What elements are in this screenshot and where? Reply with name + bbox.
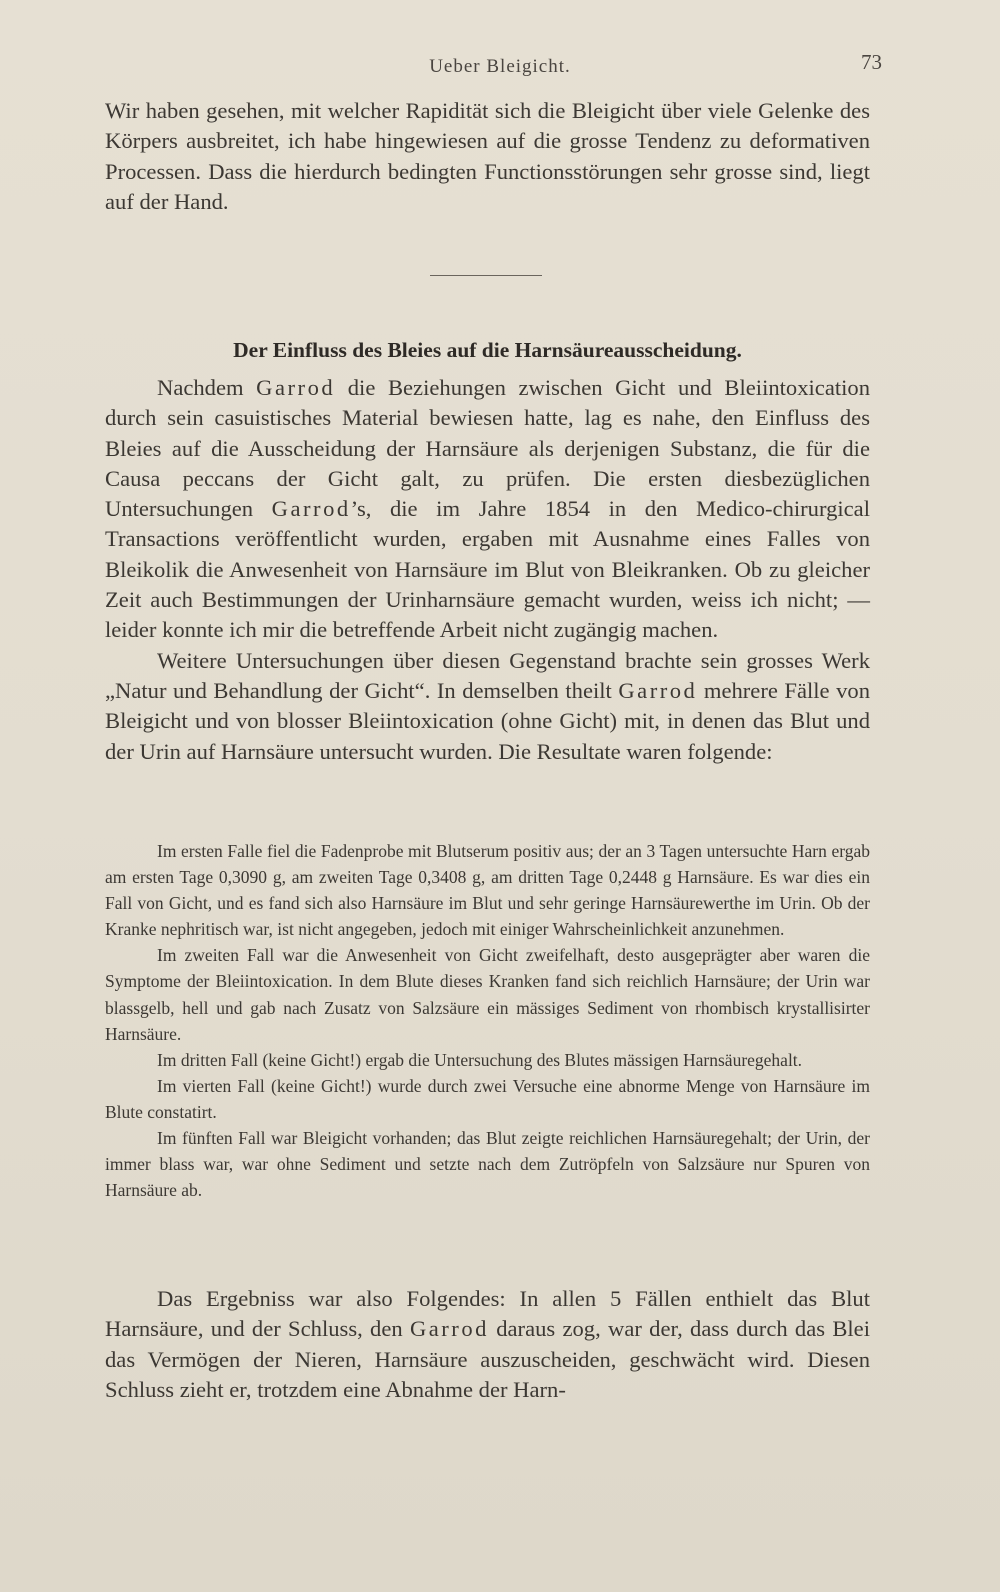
case-5: Im fünften Fall war Bleigicht vorhanden; das Blut zeigte reichlichen Harnsäuregehalt; der Urin, der immer blass war, war ohne Sediment und setzte nach dem Zutröpfeln von Salzsäure nur Spuren von Harnsäure ab. xyxy=(105,1128,870,1201)
intro-paragraph: Wir haben gesehen, mit welcher Rapidität sich die Bleigicht über viele Gelenke des Körpers ausbreitet, ich habe hingewiesen auf die grosse Tendenz zu deformativen Processen. Dass die hierdurch bedingten Functionsstörungen sehr grosse sind, liegt auf der Hand. xyxy=(105,98,870,214)
author-name: Garrod xyxy=(256,375,336,400)
author-name: Garrod xyxy=(618,677,698,703)
paragraph-text: ’s, die im Jahre 1854 in den Medico-chirurgical Transactions veröffentlicht wurden, ergaben mit Ausnahme eines Falles von Bleikolik die Anwesenheit von Harnsäure im Blut von Bleikranken. Ob zu gleicher Zeit auch Bestimmungen der Urinharnsäure gemacht wurden, weiss ich nicht; — leider konnte ich mir die betreffende Arbeit nicht zugängig machen. xyxy=(105,496,870,643)
page-number: 73 xyxy=(861,50,882,74)
paragraph-text: daraus zog, war der, dass durch das Blei das Vermögen der Nieren, Harnsäure auszuscheiden, geschwächt wird. Diesen Schluss zieht er, trotzdem eine Abnahme der Harn- xyxy=(105,1316,870,1402)
section-heading: Der Einfluss des Bleies auf die Harnsäureausscheidung. xyxy=(233,338,742,362)
case-3: Im dritten Fall (keine Gicht!) ergab die Untersuchung des Blutes mässigen Harnsäuregehalt. xyxy=(157,1049,803,1070)
paragraph-text: Weitere Untersuchungen über diesen Gegenstand brachte sein grosses Werk „Natur und Behandlung der Gicht“. In demselben theilt xyxy=(105,647,870,703)
author-name: Garrod xyxy=(271,496,351,522)
paragraph-text: die Beziehungen zwischen Gicht und Bleiintoxication durch sein casuistisches Material bewiesen hatte, lag es nahe, den Einfluss des Bleies auf die Ausscheidung der Harnsäure als derjenigen Substanz, die für die Causa peccans der Gicht galt, zu prüfen. Die ersten diesbezüglichen Untersuchungen xyxy=(105,375,871,522)
paragraph-text: Nachdem xyxy=(157,375,257,400)
paragraph-text: mehrere Fälle von Bleigicht und von blosser Bleiintoxication (ohne Gicht) mit, in denen das Blut und der Urin auf Harnsäure untersucht wurden. Die Resultate waren folgende: xyxy=(105,677,870,764)
case-1: Im ersten Falle fiel die Fadenprobe mit Blutserum positiv aus; der an 3 Tagen untersuchte Harn ergab am ersten Tage 0,3090 g, am zweiten Tage 0,3408 g, am dritten Tage 0,2448 g Harnsäure. Es war dies ein Fall von Gicht, und es fand sich also Harnsäure im Blut und sehr geringe Harnsäurewerthe im Urin. Ob der Kranke nephritisch war, ist nicht angegeben, jedoch mit einiger Wahrscheinlichkeit anzunehmen. xyxy=(105,841,870,940)
section-divider xyxy=(430,275,542,276)
paragraph-3 xyxy=(105,1284,870,1405)
main-text-block xyxy=(105,373,870,767)
conclusion-block xyxy=(105,1284,870,1405)
intro-block xyxy=(105,96,870,217)
paragraph-text: Das Ergebniss war also Folgendes: In allen 5 Fällen enthielt das Blut Harnsäure, und der Schluss, den xyxy=(105,1286,870,1342)
case-2: Im zweiten Fall war die Anwesenheit von Gicht zweifelhaft, desto ausgeprägter aber waren die Symptome der Bleiintoxication. In dem Blute dieses Kranken fand sich reichlich Harnsäure; der Urin war blassgelb, hell und gab nach Zusatz von Salzsäure ein mässiges Sediment von rhombisch krystallisirter Harnsäure. xyxy=(105,945,870,1044)
case-4: Im vierten Fall (keine Gicht!) wurde durch zwei Versuche eine abnorme Menge von Harnsäure im Blute constatirt. xyxy=(105,1075,870,1122)
author-name: Garrod xyxy=(409,1316,489,1342)
case-list xyxy=(105,838,870,1203)
running-header: Ueber Bleigicht. xyxy=(429,56,571,77)
paragraph-2 xyxy=(105,646,870,767)
paragraph-1 xyxy=(105,373,870,646)
